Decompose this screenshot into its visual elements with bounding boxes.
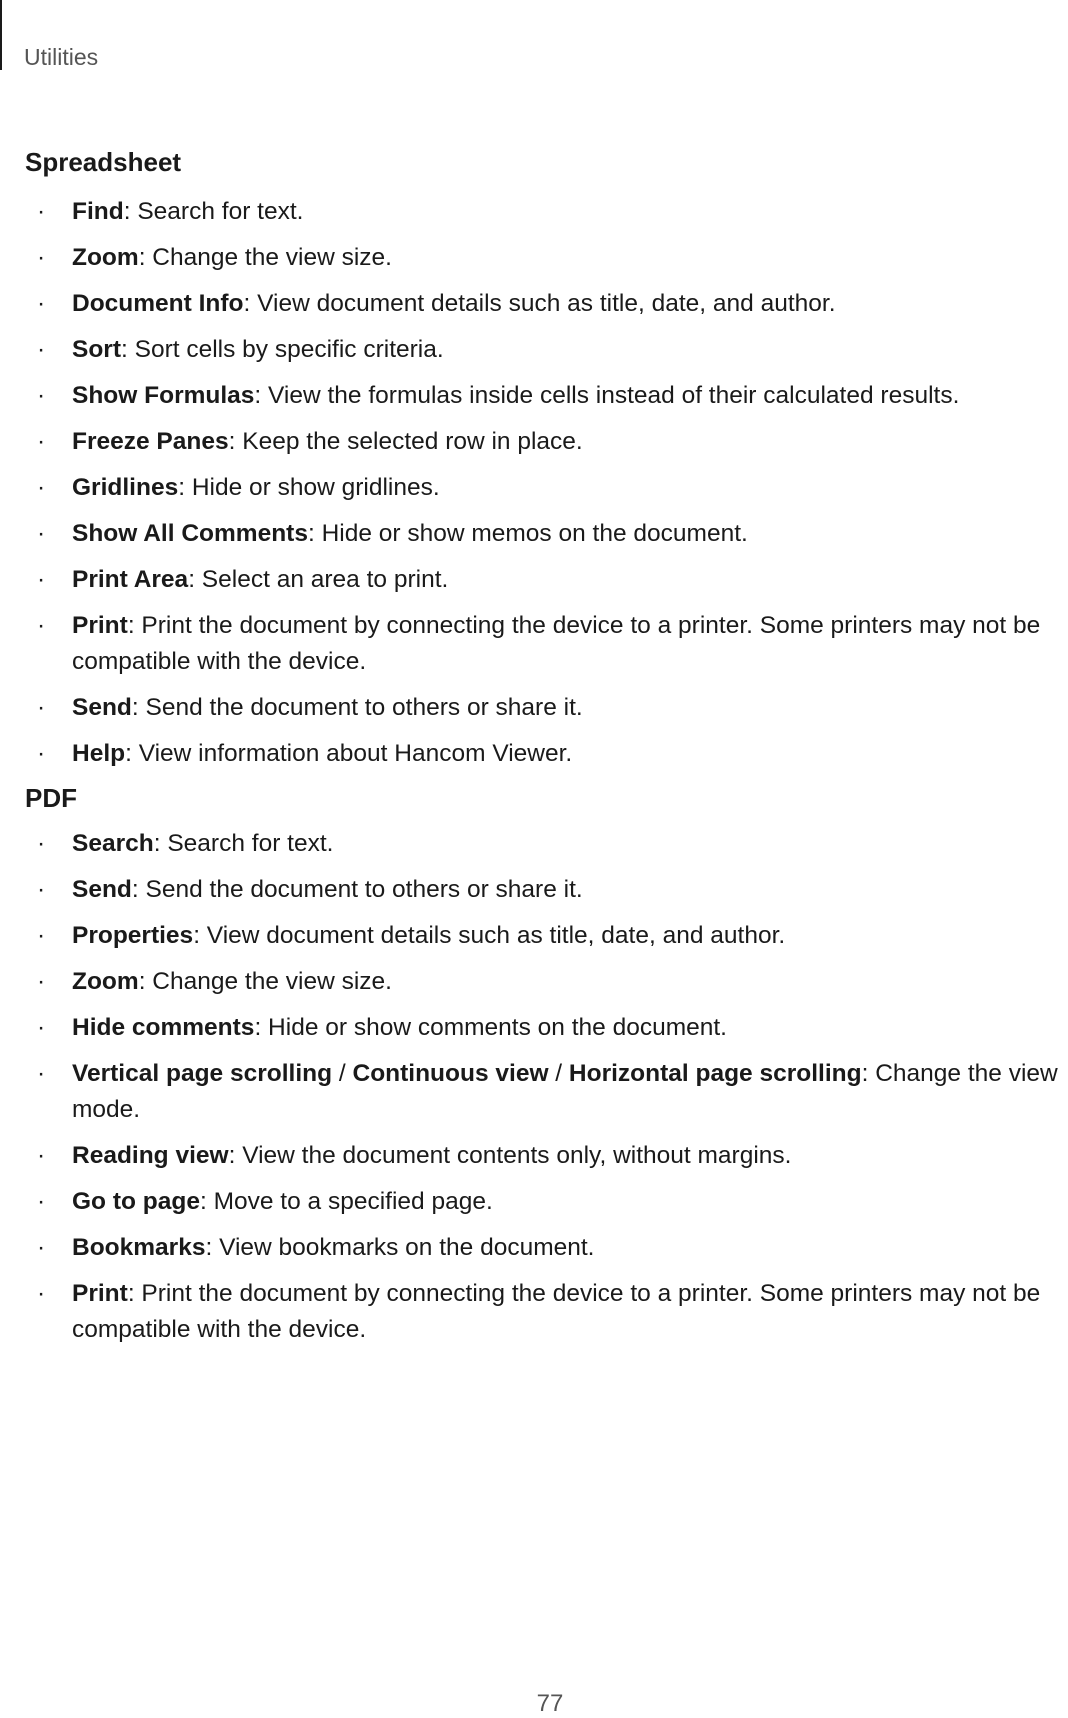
bullet-icon: · — [37, 1060, 46, 1087]
option-term: Continuous view — [352, 1060, 549, 1087]
list-item — [25, 690, 1065, 726]
bullet-icon: · — [37, 694, 46, 721]
option-term: Horizontal page scrolling — [568, 1060, 862, 1087]
page-content — [25, 146, 1065, 1358]
bullet-icon: · — [37, 830, 46, 857]
bullet-icon: · — [37, 1014, 46, 1041]
bullet-icon: · — [37, 1188, 46, 1215]
option-term: Help — [72, 740, 126, 767]
list-item — [25, 194, 1065, 230]
option-term: Document Info — [72, 290, 244, 317]
option-description: : Change the view mode. — [72, 1060, 1058, 1123]
list-item — [25, 286, 1065, 322]
option-term: Search — [72, 830, 154, 857]
header-rule — [0, 0, 2, 70]
term-separator: / — [548, 1060, 569, 1087]
option-description: : View information about Hancom Viewer. — [125, 740, 573, 767]
page-number: 77 — [536, 1690, 564, 1717]
option-term: Reading view — [72, 1142, 229, 1169]
option-term: Vertical page scrolling — [72, 1060, 333, 1087]
option-term: Show Formulas — [72, 382, 255, 409]
list-item — [25, 1184, 1065, 1220]
list-item — [25, 562, 1065, 598]
option-description: : View the document contents only, without margins. — [228, 1142, 792, 1169]
option-term: Zoom — [72, 968, 139, 995]
bullet-icon: · — [37, 336, 46, 363]
option-term: Show All Comments — [72, 520, 308, 547]
bullet-icon: · — [37, 1234, 46, 1261]
option-description: : Search for text. — [123, 198, 304, 225]
option-term: Print Area — [72, 566, 189, 593]
list-item — [25, 918, 1065, 954]
list-item — [25, 964, 1065, 1000]
option-term: Send — [72, 876, 132, 903]
option-description: : Hide or show gridlines. — [178, 474, 440, 501]
bullet-icon: · — [37, 740, 46, 767]
list-item — [25, 1010, 1065, 1046]
option-description: : Send the document to others or share it. — [131, 694, 583, 721]
bullet-icon: · — [37, 290, 46, 317]
option-term: Gridlines — [72, 474, 179, 501]
option-term: Sort — [72, 336, 121, 363]
list-item — [25, 826, 1065, 862]
option-description: : Hide or show memos on the document. — [307, 520, 748, 547]
option-description: : View document details such as title, date, and author. — [243, 290, 836, 317]
option-description: : Change the view size. — [138, 244, 392, 271]
list-item — [25, 608, 1065, 680]
option-description: : View the formulas inside cells instead of their calculated results. — [254, 382, 960, 409]
list-item — [25, 1230, 1065, 1266]
list-item — [25, 516, 1065, 552]
term-separator: / — [332, 1060, 353, 1087]
option-description: : Send the document to others or share it. — [131, 876, 583, 903]
list-item — [25, 1138, 1065, 1174]
list-item — [25, 1276, 1065, 1348]
option-description: : Move to a specified page. — [199, 1188, 493, 1215]
bullet-icon: · — [37, 244, 46, 271]
bullet-icon: · — [37, 1142, 46, 1169]
bullet-icon: · — [37, 968, 46, 995]
option-description: : Print the document by connecting the device to a printer. Some printers may not be compatible with the device. — [72, 1280, 1041, 1343]
option-description: : Select an area to print. — [188, 566, 449, 593]
bullet-icon: · — [37, 474, 46, 501]
option-description: : View bookmarks on the document. — [205, 1234, 595, 1261]
bullet-icon: · — [37, 1280, 46, 1307]
list-item — [25, 470, 1065, 506]
option-term: Find — [72, 198, 124, 225]
option-term: Freeze Panes — [72, 428, 229, 455]
bullet-icon: · — [37, 198, 46, 225]
spreadsheet-options-list — [25, 194, 1065, 772]
pdf-options-list — [25, 826, 1065, 1348]
option-description: : Sort cells by specific criteria. — [121, 336, 444, 363]
list-item — [25, 1056, 1065, 1128]
option-description: : Keep the selected row in place. — [228, 428, 583, 455]
option-term: Hide comments — [72, 1014, 255, 1041]
option-description: : View document details such as title, date, and author. — [193, 922, 786, 949]
option-term: Bookmarks — [72, 1234, 206, 1261]
list-item — [25, 240, 1065, 276]
option-term: Print — [72, 1280, 128, 1307]
option-term: Properties — [72, 922, 194, 949]
option-description: : Hide or show comments on the document. — [254, 1014, 727, 1041]
bullet-icon: · — [37, 612, 46, 639]
bullet-icon: · — [37, 566, 46, 593]
running-header: Utilities — [24, 44, 99, 70]
option-term: Zoom — [72, 244, 139, 271]
option-term: Print — [72, 612, 128, 639]
bullet-icon: · — [37, 428, 46, 455]
section-heading-pdf: PDF — [25, 783, 77, 813]
list-item — [25, 736, 1065, 772]
option-term: Send — [72, 694, 132, 721]
option-term: Go to page — [72, 1188, 200, 1215]
list-item — [25, 872, 1065, 908]
bullet-icon: · — [37, 520, 46, 547]
list-item — [25, 378, 1065, 414]
list-item — [25, 332, 1065, 368]
option-description: : Print the document by connecting the device to a printer. Some printers may not be compatible with the device. — [72, 612, 1041, 675]
list-item — [25, 424, 1065, 460]
bullet-icon: · — [37, 876, 46, 903]
option-description: : Change the view size. — [138, 968, 392, 995]
bullet-icon: · — [37, 382, 46, 409]
option-description: : Search for text. — [153, 830, 334, 857]
section-heading-spreadsheet: Spreadsheet — [25, 147, 182, 177]
bullet-icon: · — [37, 922, 46, 949]
